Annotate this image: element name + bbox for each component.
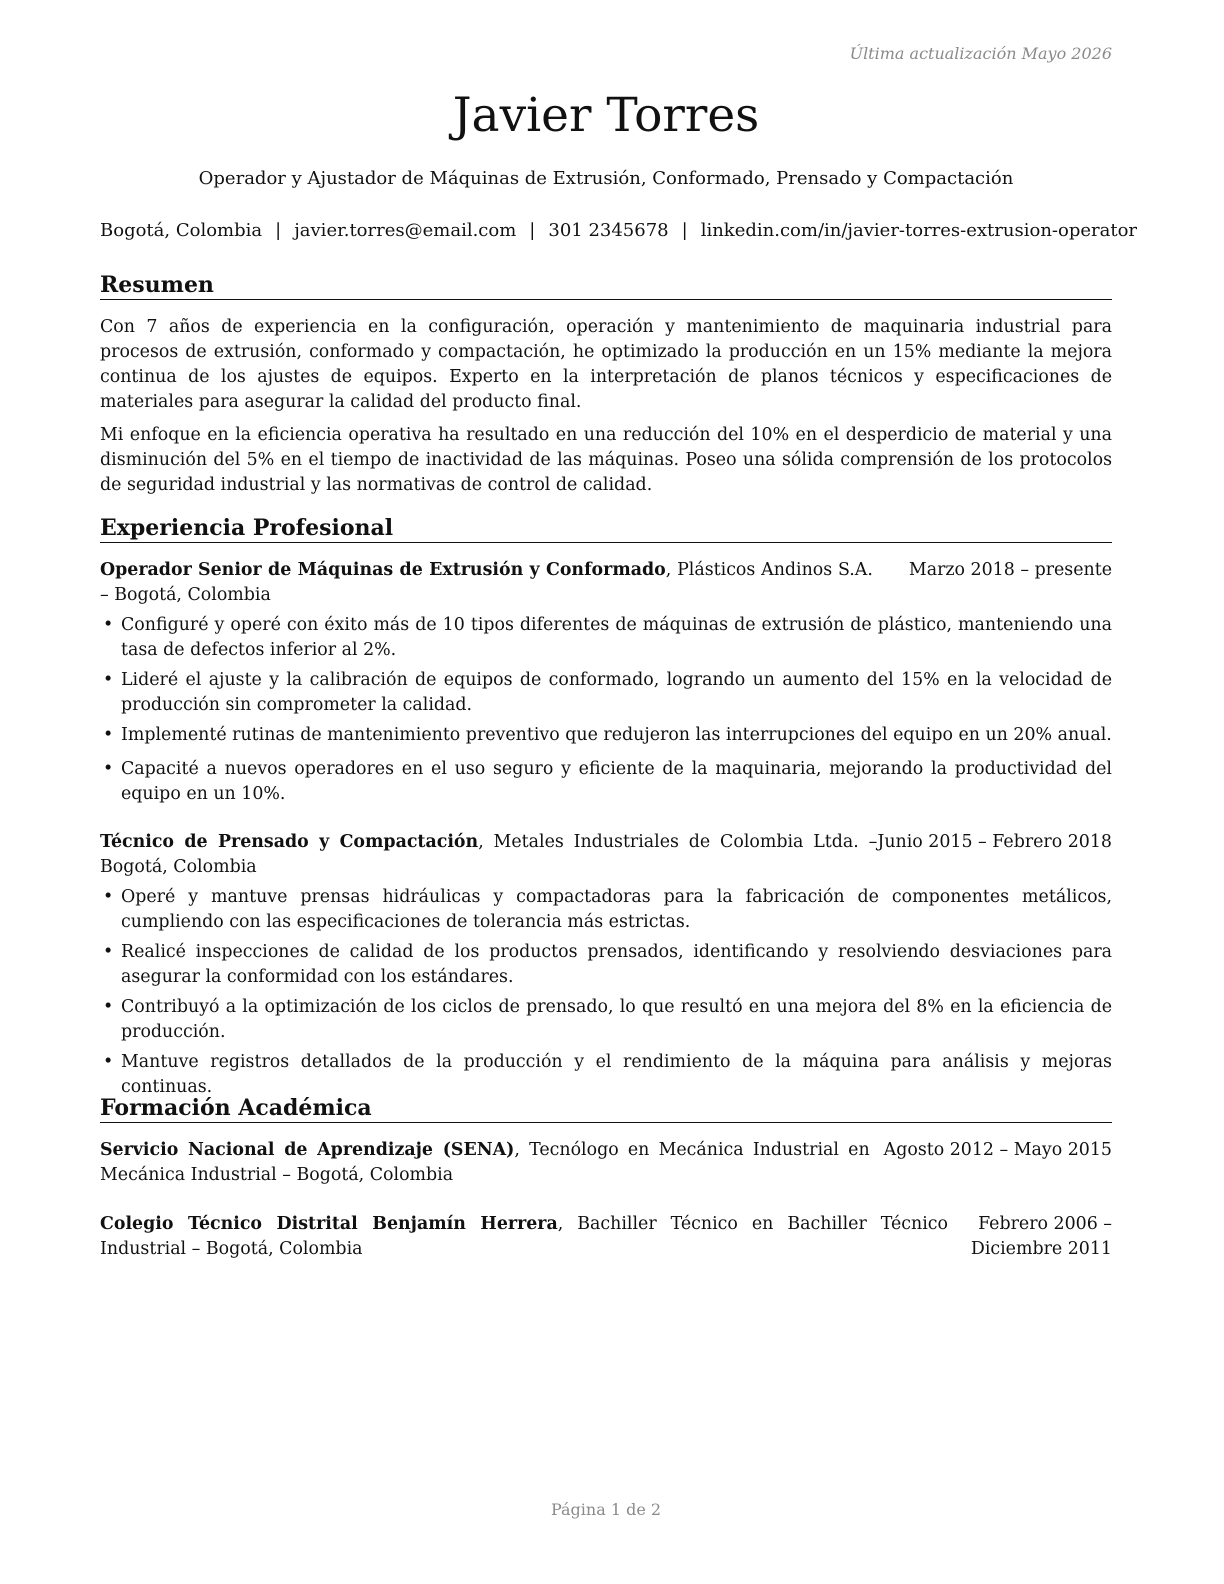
list-item: • Lideré el ajuste y la calibración de equipos de conformado, logrando un aumento del 15% en la velocidad de producción sin comprometer la calidad. <box>100 668 1112 718</box>
job-dates: Marzo 2018 – presente <box>908 560 1112 580</box>
job-role: Técnico de Prensado y Compactación <box>100 832 479 852</box>
job-header <box>100 830 1112 880</box>
education-degree-location: , Bachiller Técnico en Bachiller Técnico Industrial – Bogotá, Colombia <box>100 1214 948 1259</box>
education-section <box>100 1094 1112 1262</box>
job-role: Operador Senior de Máquinas de Extrusión y Conformado <box>100 560 666 580</box>
candidate-name: Javier Torres <box>452 88 760 143</box>
summary-section <box>100 271 1112 498</box>
job-entry <box>100 830 1112 1100</box>
education-heading: Formación Académica <box>100 1094 1112 1123</box>
summary-heading: Resumen <box>100 271 1112 300</box>
education-degree-location: , Tecnólogo en Mecánica Industrial en Mecánica Industrial – Bogotá, Colombia <box>100 1140 870 1185</box>
job-company-location: , Plásticos Andinos S.A. – Bogotá, Colombia <box>100 560 873 605</box>
job-dates: Junio 2015 – Febrero 2018 <box>877 832 1112 852</box>
job-company-location: , Metales Industriales de Colombia Ltda. – Bogotá, Colombia <box>100 832 878 877</box>
list-item: • Mantuve registros detallados de la producción y el rendimiento de la máquina para análisis y mejoras continuas. <box>100 1050 1112 1100</box>
page-number: Página 1 de 2 <box>550 1500 662 1519</box>
job-bullets <box>100 885 1112 1100</box>
contact-location: Bogotá, Colombia <box>100 220 263 241</box>
education-entry <box>100 1212 1112 1262</box>
education-institution: Servicio Nacional de Aprendizaje (SENA) <box>100 1140 515 1160</box>
list-item: • Contribuyó a la optimización de los ciclos de prensado, lo que resultó en una mejora del 8% en la eficiencia de producción. <box>100 995 1112 1045</box>
list-item: • Realicé inspecciones de calidad de los productos prensados, identificando y resolviendo desviaciones para asegurar la conformidad con los estándares. <box>100 940 1112 990</box>
contact-phone: 301 2345678 <box>548 220 669 241</box>
education-dates: Agosto 2012 – Mayo 2015 <box>883 1140 1112 1160</box>
job-header <box>100 558 1112 608</box>
contact-email-link[interactable]: javier.torres@email.com <box>294 220 517 241</box>
professional-headline: Operador y Ajustador de Máquinas de Extrusión, Conformado, Prensado y Compactación <box>198 168 1014 189</box>
list-item: • Capacité a nuevos operadores en el uso seguro y eficiente de la maquinaria, mejorando la productividad del equipo en un 10%. <box>100 757 1112 807</box>
job-entry <box>100 558 1112 807</box>
contact-separator: | <box>681 220 688 241</box>
last-updated: Última actualización Mayo 2026 <box>849 44 1112 63</box>
list-item: • Operé y mantuve prensas hidráulicas y compactadoras para la fabricación de componentes metálicos, cumpliendo con las especificaciones de tolerancia más estrictas. <box>100 885 1112 935</box>
list-item: • Implementé rutinas de mantenimiento preventivo que redujeron las interrupciones del equipo en un 20% anual. <box>100 723 1112 748</box>
resume-page <box>100 0 1138 1584</box>
list-item: • Configuré y operé con éxito más de 10 tipos diferentes de máquinas de extrusión de plástico, manteniendo una tasa de defectos inferior al 2%. <box>100 613 1112 663</box>
education-entry <box>100 1138 1112 1188</box>
experience-section <box>100 514 1112 1100</box>
contact-line <box>100 218 1138 244</box>
contact-separator: | <box>275 220 282 241</box>
contact-separator: | <box>529 220 536 241</box>
education-institution: Colegio Técnico Distrital Benjamín Herrera <box>100 1214 558 1234</box>
summary-paragraph: Con 7 años de experiencia en la configuración, operación y mantenimiento de maquinaria industrial para procesos de extrusión, conformado y compactación, he optimizado la producción en un 15% mediante la mejora continua de los ajustes de equipos. Experto en la interpretación de planos técnicos y especificaciones de materiales para asegurar la calidad del producto final. <box>100 317 1112 412</box>
contact-linkedin-link[interactable]: linkedin.com/in/javier-torres-extrusion-operator <box>700 220 1138 241</box>
summary-paragraph: Mi enfoque en la eficiencia operativa ha resultado en una reducción del 10% en el desperdicio de material y una disminución del 5% en el tiempo de inactividad de las máquinas. Poseo una sólida comprensión de los protocolos de seguridad industrial y las normativas de control de calidad. <box>100 425 1112 495</box>
job-bullets <box>100 613 1112 807</box>
education-dates: Febrero 2006 – Diciembre 2011 <box>970 1214 1112 1259</box>
experience-heading: Experiencia Profesional <box>100 514 1112 543</box>
